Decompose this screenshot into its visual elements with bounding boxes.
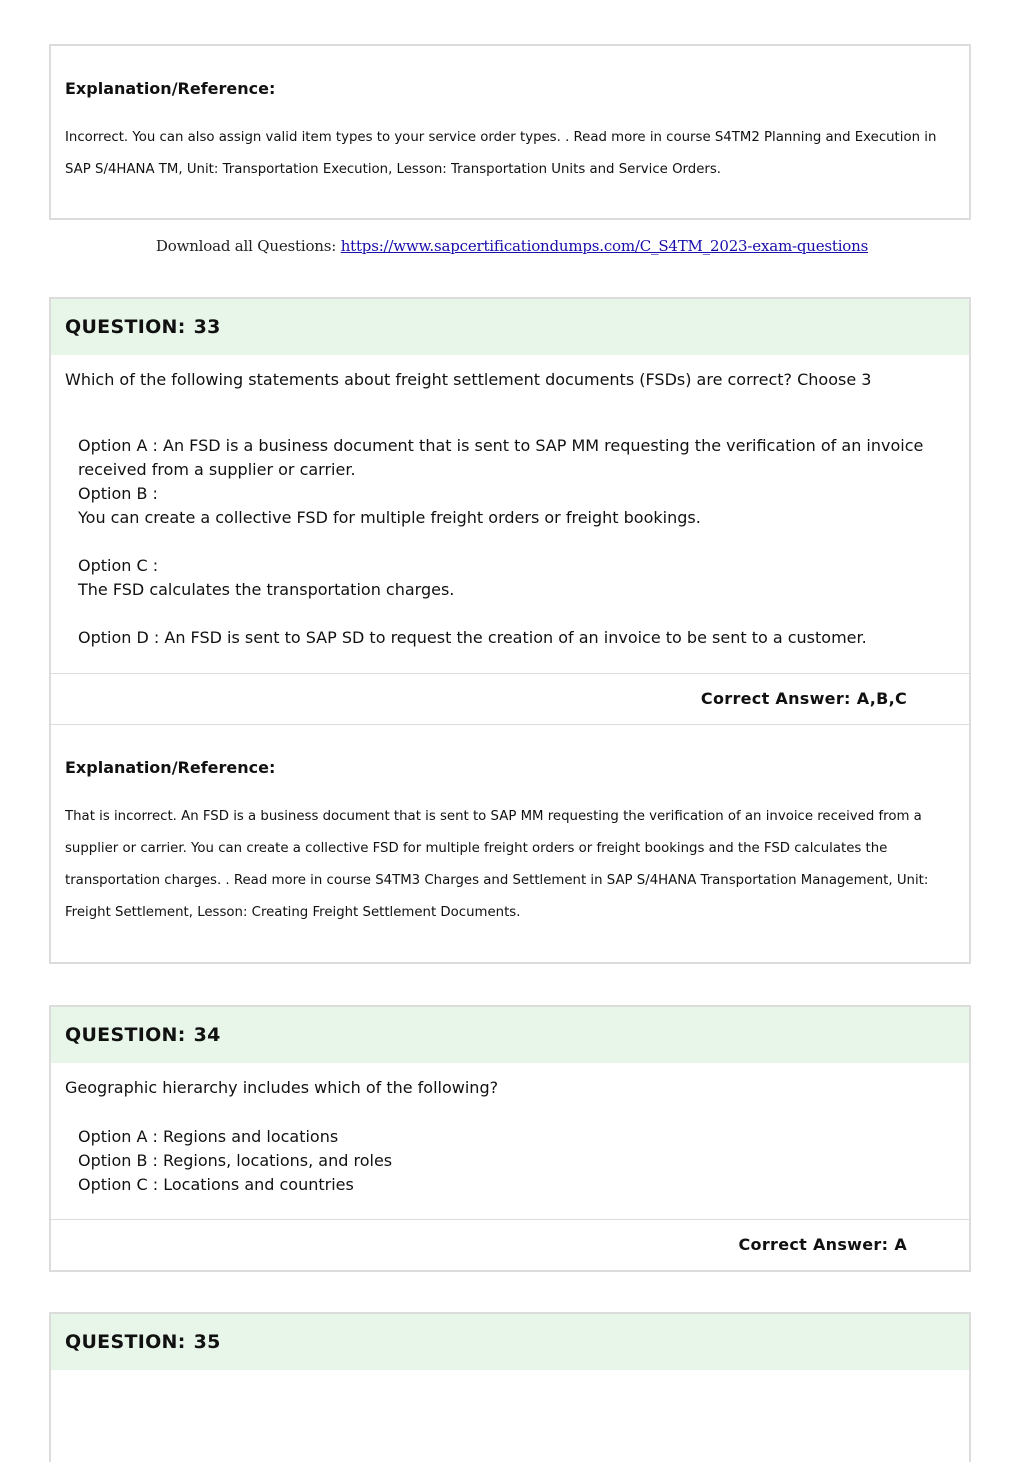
question-number: 35 xyxy=(193,1331,221,1353)
option-a: Option A : An FSD is a business document that is sent to SAP MM requesting the verification of an invoice received from a supplier or carrier. xyxy=(78,436,924,479)
question-header xyxy=(51,299,969,355)
option-b: Option B : Regions, locations, and roles xyxy=(78,1151,393,1170)
explanation-title: Explanation/Reference: xyxy=(65,758,276,777)
option-c: Option C : Locations and countries xyxy=(78,1175,354,1194)
options-list xyxy=(51,434,969,650)
question-label: QUESTION: xyxy=(65,1331,186,1353)
correct-answer-row xyxy=(51,1219,969,1269)
question-label: QUESTION: xyxy=(65,1024,186,1046)
explanation-text: Incorrect. You can also assign valid item types to your service order types. . Read more in course S4TM2 Planning and Execution in SAP S/4HANA TM, Unit: Transportation Execution, Lesson: Transportation Units and Service Orders. xyxy=(65,130,937,177)
explanation-section xyxy=(51,724,969,929)
download-label: Download all Questions: xyxy=(155,237,341,255)
correct-answer-value: A xyxy=(894,1235,907,1254)
option-d: Option D : An FSD is sent to SAP SD to request the creation of an invoice to be sent to a customer. xyxy=(78,628,867,647)
download-link[interactable]: https://www.sapcertificationdumps.com/C_S4TM_2023-exam-questions xyxy=(340,237,869,255)
question-header xyxy=(51,1314,969,1370)
question-card-34 xyxy=(49,1005,971,1272)
options-list xyxy=(51,1125,969,1197)
question-header xyxy=(51,1007,969,1063)
option-a: Option A : Regions and locations xyxy=(78,1127,339,1146)
explanation-box-32 xyxy=(49,44,971,220)
question-number: 34 xyxy=(193,1024,221,1046)
correct-answer-row xyxy=(51,673,969,723)
download-line xyxy=(0,237,1024,255)
correct-answer-value: A,B,C xyxy=(856,689,907,708)
correct-answer-label: Correct Answer: xyxy=(700,689,851,708)
explanation-title: Explanation/Reference: xyxy=(65,79,276,98)
option-c: Option C : The FSD calculates the transportation charges. xyxy=(78,556,455,599)
explanation-text: That is incorrect. An FSD is a business document that is sent to SAP MM requesting the verification of an invoice received from a supplier or carrier. You can create a collective FSD for multiple freight orders or freight bookings and the FSD calculates the transportation charges. . Read more in course S4TM3 Charges and Settlement in SAP S/4HANA Transportation Management, Unit: Freight Settlement, Lesson: Creating Freight Settlement Documents. xyxy=(65,809,929,920)
correct-answer-label: Correct Answer: xyxy=(738,1235,889,1254)
question-card-33 xyxy=(49,297,971,964)
question-label: QUESTION: xyxy=(65,316,186,338)
question-text: Geographic hierarchy includes which of the following? xyxy=(65,1078,499,1097)
option-b: Option B : You can create a collective FSD for multiple freight orders or freight bookings. xyxy=(78,484,701,527)
question-text: Which of the following statements about freight settlement documents (FSDs) are correct? Choose 3 xyxy=(65,370,872,389)
question-card-35 xyxy=(49,1312,971,1462)
question-number: 33 xyxy=(193,316,221,338)
